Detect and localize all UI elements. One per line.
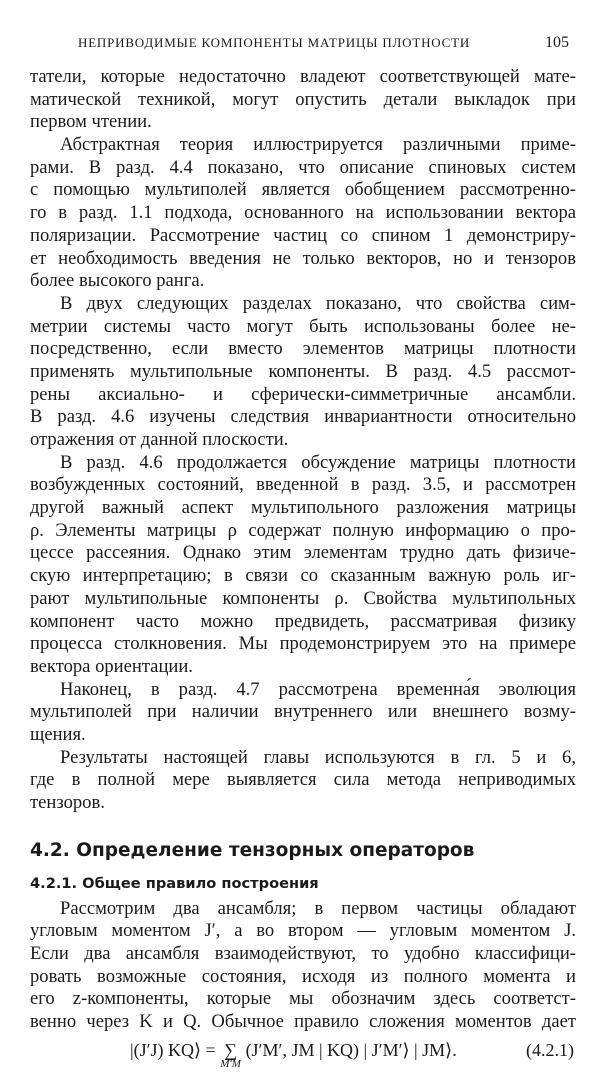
subsection-title: 4.2.1. Общее правило построения <box>30 874 319 892</box>
paragraph <box>30 747 576 815</box>
equation-lhs: |(J′J) KQ⟩ = <box>130 1039 216 1060</box>
sum-subscript: M′M <box>220 1057 241 1070</box>
text-line: угловым моментом J′, а во втором — угловым моментом J. <box>30 920 576 942</box>
text-line: отражения от данной плоскости. <box>30 429 289 450</box>
text-line: рены аксиально- и сферически-симметричные ансамбли. <box>30 383 576 405</box>
text-line: возбужденных состояний, введенной в разд. 3.5, и рассмотрен <box>30 474 576 496</box>
text-line: посредственно, если вместо элементов матрицы плотности <box>30 338 576 360</box>
text-line: где в полной мере выявляется сила метода неприводимых <box>30 769 576 791</box>
text-line: скую интерпретацию; в связи со сказанным важную роль иг- <box>30 565 576 587</box>
paragraph <box>30 452 576 679</box>
page-number: 105 <box>545 34 569 51</box>
text-line: другой важный аспект мультипольного разложения матрицы <box>30 497 576 519</box>
running-head: НЕПРИВОДИМЫЕ КОМПОНЕНТЫ МАТРИЦЫ ПЛОТНОСТИ <box>78 35 471 50</box>
equation-4-2-1 <box>30 1036 576 1072</box>
text-line: Наконец, в разд. 4.7 рассмотрена временна́я эволюция <box>60 678 576 700</box>
text-line: первом чтении. <box>30 111 152 133</box>
text-line: В разд. 4.6 изучены следствия инвариантности относительно <box>30 406 576 428</box>
text-line: с помощью мультиполей является обобщением рассмотренно- <box>30 179 576 201</box>
text-line: В разд. 4.6 продолжается обсуждение матрицы плотности <box>60 451 576 473</box>
text-line: матической техникой, могут опустить детали выкладок при <box>30 88 576 110</box>
paragraph-after-heading <box>30 898 576 1034</box>
text-line: венно через K и Q. Обычное правило сложения моментов дает <box>30 1011 576 1033</box>
intro-paragraphs <box>30 66 576 815</box>
text-line: процесса столкновения. Мы продемонстрируем это на примере <box>30 633 576 655</box>
equation-rhs: (J′M′, JM | KQ) | J′M′⟩ | JM⟩. <box>245 1039 457 1060</box>
text-line: цессе рассеяния. Однако этим элементам трудно дать физиче- <box>30 542 576 564</box>
text-line: рами. В разд. 4.4 показано, что описание спиновых систем <box>30 156 576 178</box>
text-line: более высокого ранга. <box>30 270 205 292</box>
text-line: Абстрактная теория иллюстрируется различными приме- <box>60 134 576 156</box>
section-title: 4.2. Определение тензорных операторов <box>30 839 475 861</box>
text-line: ровать возможные состояния, исходя из полного момента и <box>30 965 576 987</box>
text-line: ρ. Элементы матрицы ρ содержат полную информацию о про- <box>30 519 576 541</box>
text-line: метрии системы часто могут быть использованы более не- <box>30 315 576 337</box>
text-line: рают мультипольные компоненты ρ. Свойства мультипольных <box>30 587 576 609</box>
text-line: В двух следующих разделах показано, что свойства сим- <box>60 292 576 314</box>
page-body <box>30 66 576 1072</box>
paragraph <box>30 679 576 747</box>
text-line: его z-компоненты, которые мы обозначим здесь соответст- <box>30 988 576 1010</box>
text-line: го в разд. 1.1 подхода, основанного на использовании вектора <box>30 202 576 224</box>
equation-formula <box>130 1039 457 1070</box>
paragraph <box>30 293 576 452</box>
text-line: Рассмотрим два ансамбля; в первом частицы обладают <box>60 897 576 919</box>
equation-number: (4.2.1) <box>526 1039 574 1060</box>
text-line: поляризации. Рассмотрение частиц со спином 1 демонстриру- <box>30 224 576 246</box>
text-line: ет необходимость введения не только векторов, но и тензоров <box>30 247 576 269</box>
text-line: щения. <box>30 723 86 745</box>
text-line: применять мультипольные компоненты. В разд. 4.5 рассмот- <box>30 360 576 382</box>
text-line: Если два ансамбля взаимодействуют, то удобно классифици- <box>30 943 576 965</box>
paragraph <box>30 66 576 134</box>
text-line: компонент часто можно предвидеть, рассматривая физику <box>30 610 576 632</box>
page-header <box>78 34 569 58</box>
paragraph <box>30 134 576 293</box>
summation-symbol <box>220 1039 241 1070</box>
text-line: татели, которые недостаточно владеют соответствующей мате- <box>30 66 576 87</box>
sum-sign: ∑ <box>224 1039 238 1060</box>
text-line: мультиполей при наличии внутреннего или внешнего возму- <box>30 701 576 723</box>
text-line: вектора ориентации. <box>30 655 193 677</box>
text-line: Результаты настоящей главы используются в гл. 5 и 6, <box>60 746 576 768</box>
text-line: тензоров. <box>30 792 105 813</box>
